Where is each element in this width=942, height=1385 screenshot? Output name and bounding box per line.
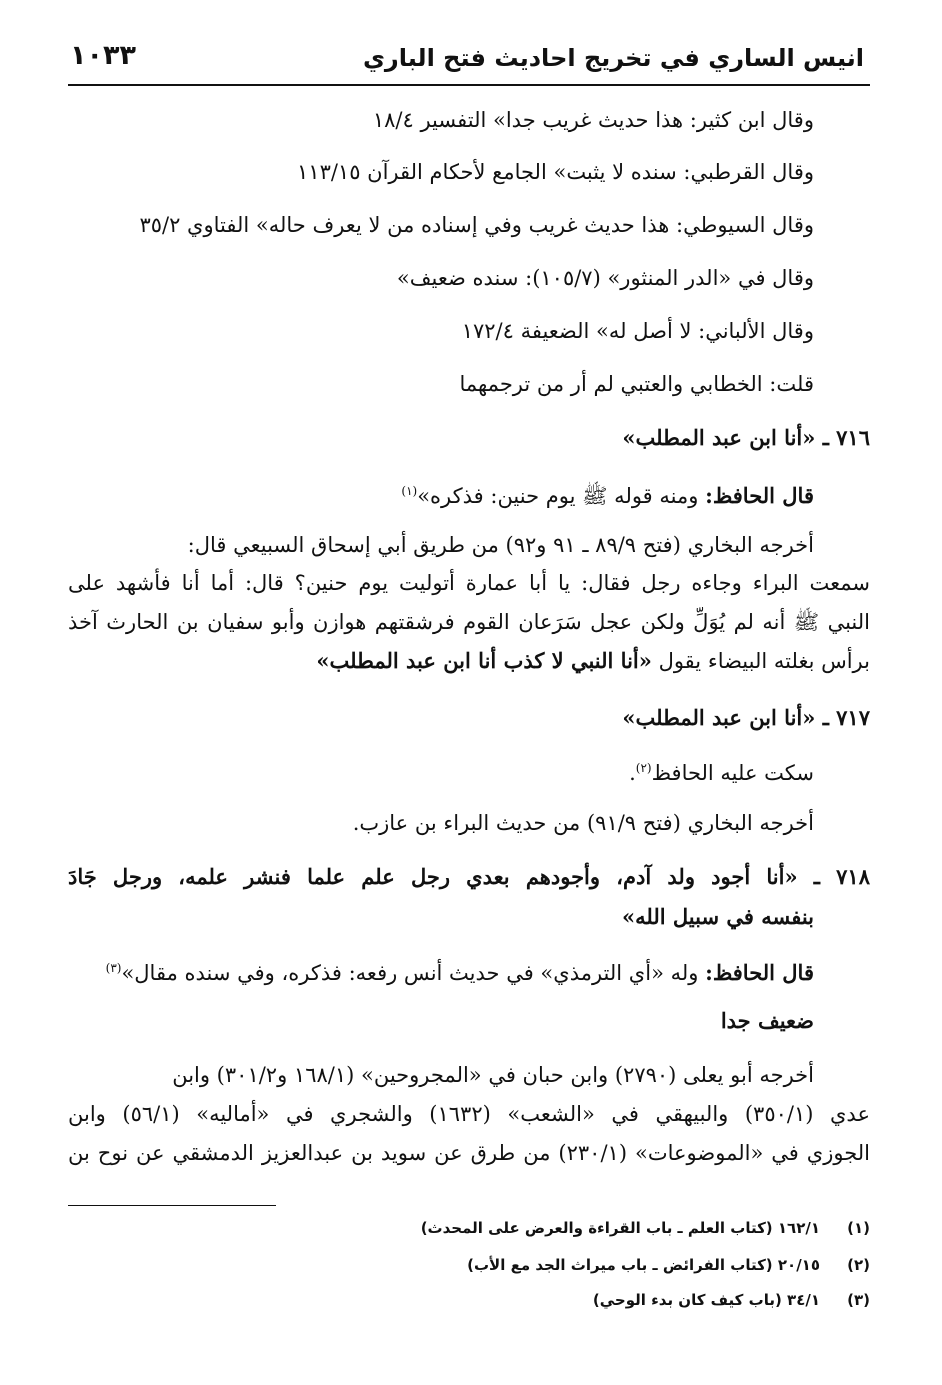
paragraph-line: عدي (٣٥٠/١) والبيهقي في «الشعب» (١٦٣٢) والشجري في «أماليه» (٥٦/١) وابن [68, 1102, 870, 1126]
hafiz-label: قال الحافظ: [705, 960, 814, 985]
footnote-text: ١٦٢/١ (كتاب العلم ـ باب القراءة والعرض على المحدث) [420, 1219, 820, 1237]
paragraph-line: الجوزي في «الموضوعات» (٢٣٠/١) من طرق عن سويد بن عبدالعزيز الدمشقي عن نوح بن [68, 1141, 870, 1165]
footnote [68, 1253, 870, 1277]
footnote-text: ٣٤/١ (باب كيف كان بدء الوحي) [592, 1291, 820, 1309]
text-line: وقال ابن كثير: هذا حديث غريب جدا» التفسير ١٨/٤ [372, 108, 814, 132]
footnote-divider [68, 1205, 276, 1206]
hafiz-label: قال الحافظ: [705, 483, 814, 508]
hafiz-text: ومنه قوله ﷺ يوم حنين: فذكره» [417, 484, 699, 508]
hadith-716-heading: ٧١٦ ـ «أنا ابن عبد المطلب» [622, 425, 870, 450]
hafiz-note-718 [68, 953, 814, 988]
footnote [68, 1216, 870, 1240]
text-line: وقال السيوطي: هذا حديث غريب وفي إسناده من لا يعرف حاله» الفتاوي ٣٥/٢ [139, 213, 814, 237]
footnote-number: (١) [847, 1219, 870, 1237]
page-number: ١٠٣٣ [70, 40, 136, 71]
paragraph-line [68, 646, 870, 676]
footnote-ref: (١) [401, 484, 418, 498]
running-header-title: انيس الساري في تخريج احاديث فتح الباري [362, 44, 864, 72]
hadith-717-heading: ٧١٧ ـ «أنا ابن عبد المطلب» [622, 705, 870, 730]
text-line: وقال القرطبي: سنده لا يثبت» الجامع لأحكام القرآن ١١٣/١٥ [297, 160, 814, 184]
paragraph-line: النبي ﷺ أنه لم يُوَلِّ ولكن عجل سَرَعان القوم فرشقتهم هوازن وأبو سفيان بن الحارث آخذ [68, 610, 870, 634]
text-line: قلت: الخطابي والعتبي لم أر من ترجمهما [459, 372, 814, 396]
paragraph-line: أخرجه البخاري (فتح ٨٩/٩ ـ ٩١ و٩٢) من طريق أبي إسحاق السبيعي قال: [187, 533, 814, 557]
hafiz-text: وله «أي الترمذي» في حديث أنس رفعه: فذكره، وفي سنده مقال» [121, 961, 699, 985]
paragraph-text: برأس بغلته البيضاء يقول [658, 649, 870, 673]
hadith-grade: ضعيف جدا [720, 1008, 814, 1033]
footnote-number: (٢) [847, 1256, 870, 1274]
paragraph-line: أخرجه أبو يعلى (٢٧٩٠) وابن حبان في «المجروحين» (١٦٨/١ و٣٠١/٢) وابن [172, 1063, 814, 1087]
footnote-ref: (٣) [105, 961, 122, 975]
footnote-text: ٢٠/١٥ (كتاب الفرائض ـ باب ميراث الجد مع الأب) [467, 1256, 820, 1274]
footnote-ref: (٢) [635, 761, 652, 775]
hafiz-note-716 [68, 476, 814, 511]
hadith-718-heading: ٧١٨ ـ «أنا أجود ولد آدم، وأجودهم بعدي رجل علم علما فنشر علمه، ورجل جَادَ [68, 864, 870, 889]
paragraph-line: أخرجه البخاري (فتح ٩١/٩) من حديث البراء بن عازب. [352, 811, 814, 835]
note-end: . [629, 761, 636, 785]
paragraph-line: سمعت البراء وجاءه رجل فقال: يا أبا عمارة أتوليت يوم حنين؟ قال: أما أنا فأشهد على [68, 571, 870, 595]
hadith-717-note [68, 753, 814, 788]
footnote-number: (٣) [847, 1291, 870, 1309]
hadith-quote: «أنا النبي لا كذب أنا ابن عبد المطلب» [316, 648, 652, 673]
text-line: وقال في «الدر المنثور» (١٠٥/٧): سنده ضعيف» [396, 266, 814, 290]
header-divider [68, 84, 870, 86]
note-text: سكت عليه الحافظ [651, 761, 814, 785]
hadith-718-heading-cont: بنفسه في سبيل الله» [621, 904, 814, 929]
footnote [68, 1288, 870, 1312]
text-line: وقال الألباني: لا أصل له» الضعيفة ١٧٢/٤ [461, 319, 814, 343]
